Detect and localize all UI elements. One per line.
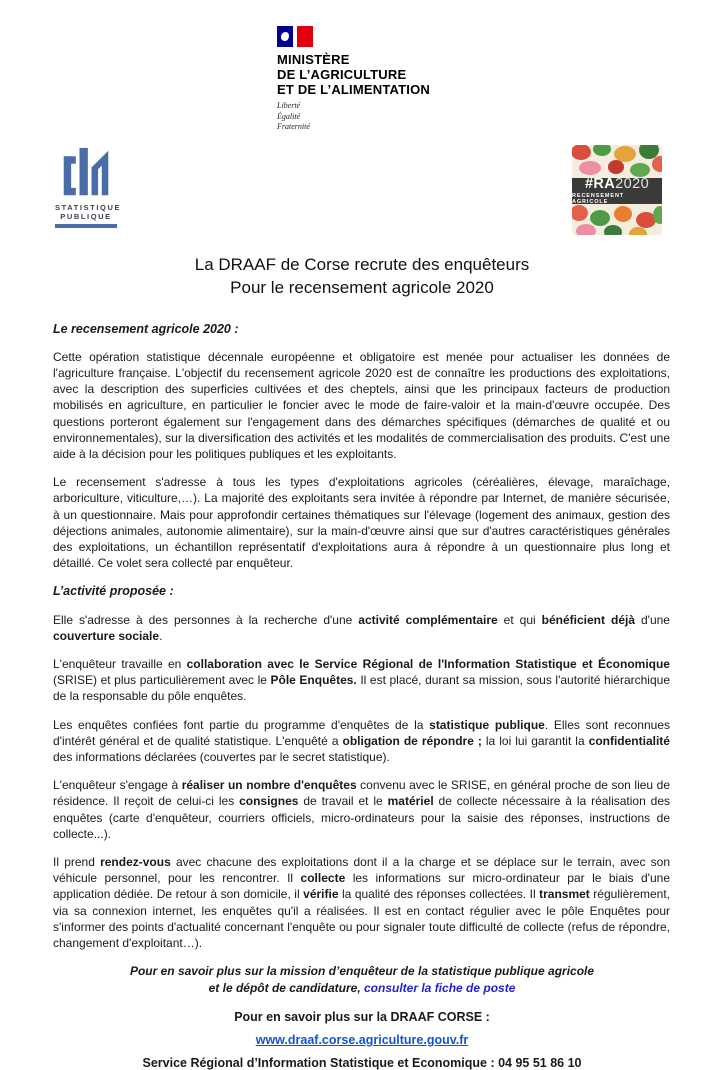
ra2020-logo [572, 145, 662, 235]
page-title [0, 253, 724, 299]
ministry-name-line1: MINISTÈRE [277, 52, 350, 67]
paragraph-activite-4: L'enquêteur s'engage à réaliser un nombre d'enquêtes convenu avec le SRISE, en général proche de son lieu de résidence. Il reçoit de celui-ci les consignes de travail et le matériel de collecte nécessaire à la réalisation des enquêtes (carte d'enquêteur, courriers officiels, micro-ordinateurs pour la saisie des réponses, instructions de collecte...). [53, 778, 671, 841]
motto-fraternite: Fraternité [277, 122, 310, 131]
section-heading-recensement: Le recensement agricole 2020 : [53, 321, 239, 336]
ra2020-hashtag: #RA2020 [584, 175, 650, 192]
logo-row [0, 143, 724, 237]
document-footer [0, 963, 724, 1070]
ministry-name-line2: DE L’AGRICULTURE [277, 67, 407, 82]
sp-label-line2: PUBLIQUE [60, 211, 112, 221]
ministry-name-line3: ET DE L’ALIMENTATION [277, 82, 431, 97]
paragraph-activite-3: Les enquêtes confiées font partie du programme d'enquêtes de la statistique publique. Elles sont reconnues d'intérêt général et de qualité statistique. L'enquêté a obligation de répondre ; la loi lui garantit la confidentialité des informations déclarées (couvertes par le secret statistique). [53, 717, 670, 764]
motto-liberte: Liberté [277, 101, 301, 110]
ministry-name [277, 52, 447, 97]
promo-line1: Pour en savoir plus sur la mission d’enquêteur de la statistique publique agricole [129, 964, 595, 979]
ra2020-band [572, 175, 662, 205]
page-title-line2: Pour le recensement agricole 2020 [230, 277, 494, 297]
paragraph-recensement-1: Cette opération statistique décennale européenne et obligatoire est menée pour actualiser les données de l'agriculture française. L'objectif du recensement agricole 2020 est de connaître les productions des exploitations, avec la description des superficies cultivées et des cheptels, ainsi que les principaux facteurs de production mobilisés en agriculture, en particulier le foncier avec le mode de faire-valoir et la main-d'œuvre occupée. Des questions porteront également sur l'engagement dans des démarches spécifiques (démarches de qualité et ou environnementales), sur la diversification des activités et les modalités de commercialisation des produits. C'est une aide à la décision pour les politiques publiques et les exploitants. [53, 349, 670, 461]
french-flag-icon [277, 26, 447, 47]
draaf-website-link[interactable]: www.draaf.corse.agriculture.gouv.fr [255, 1033, 469, 1048]
draaf-heading: Pour en savoir plus sur la DRAAF CORSE : [234, 1010, 490, 1025]
paragraph-recensement-2: Le recensement s'adresse à tous les types d'exploitations agricoles (céréalières, élevage, maraîchage, arboriculture, viticulture,…). La majorité des exploitants sera invitée à répondre par Internet, de manière sécurisée, à un questionnaire. Mais pour approfondir certaines thématiques sur l'élevage (logement des animaux, gestion des déjections animales, autonomie alimentaire), sur la main-d'œuvre ainsi que sur d'autres caractéristiques générales des exploitations, un échantillon représentatif d'exploitations aura à répondre à un questionnaire plus long et détaillé. Ce volet sera collecté par enquêteur. [53, 475, 670, 571]
paragraph-activite-1: Elle s'adresse à des personnes à la recherche d'une activité complémentaire et qui bénéficient déjà d'une couverture sociale. [53, 612, 670, 643]
contact-line: Service Régional d’Information Statistique et Economique : 04 95 51 86 10 [142, 1056, 582, 1070]
promo-block [0, 963, 724, 997]
fiche-de-poste-link[interactable]: consulter la fiche de poste [364, 981, 516, 996]
promo-line2: et le dépôt de candidature, consulter la fiche de poste [208, 981, 516, 996]
document-body [53, 321, 670, 952]
sp-label-line1: STATISTIQUE [55, 202, 122, 212]
sp-logo-bar [55, 224, 117, 228]
section-heading-activite: L’activité proposée : [53, 584, 174, 599]
paragraph-activite-5: Il prend rendez-vous avec chacune des exploitations dont il a la charge et se déplace sur le terrain, avec son véhicule personnel, pour les rencontrer. Il collecte les informations sur micro-ordinateur par le biais d'une application dédiée. De retour à son domicile, il vérifie la qualité des réponses collectées. Il transmet régulièrement, via sa connexion internet, les enquêtes qu'il a réalisées. Il est en contact régulier avec le pôle Enquêtes pour s'informer des points d'actualité concernant l'enquête ou pour signaler toute difficulté de collecte (refus de répondre, changement d'exploitant…). [53, 854, 671, 950]
marianne-icon [281, 32, 289, 41]
republic-motto [277, 101, 447, 133]
statistique-publique-icon [60, 145, 112, 201]
page-title-line1: La DRAAF de Corse recrute des enquêteurs [194, 254, 530, 274]
ra2020-subtitle: RECENSEMENT AGRICOLE [572, 192, 625, 205]
paragraph-activite-2: L'enquêteur travaille en collaboration avec le Service Régional de l'Information Statistique et Économique (SRISE) et plus particulièrement avec le Pôle Enquêtes. Il est placé, durant sa mission, sous l'autorité hiérarchique de la responsable du pôle enquêtes. [53, 656, 670, 704]
statistique-publique-logo [55, 145, 122, 228]
motto-egalite: Égalité [277, 111, 301, 121]
ministry-header [0, 0, 724, 133]
